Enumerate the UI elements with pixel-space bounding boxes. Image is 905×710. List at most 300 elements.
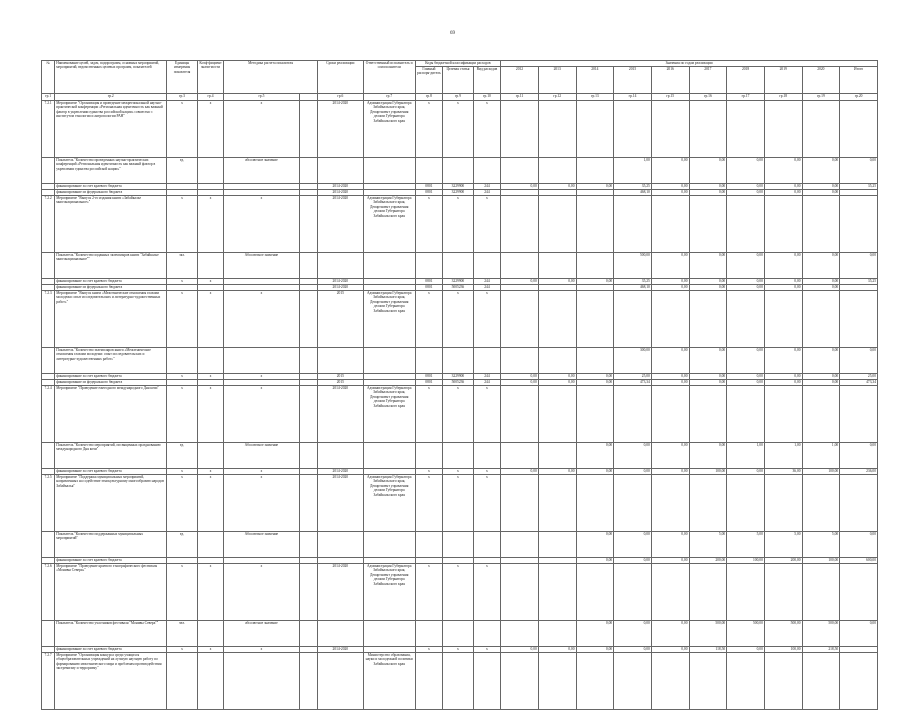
table-cell bbox=[299, 443, 317, 469]
header-values: Значения по годам реализации bbox=[501, 61, 878, 67]
table-cell: 0,00 bbox=[576, 647, 614, 653]
table-cell: x bbox=[167, 101, 198, 158]
table-cell bbox=[501, 101, 539, 158]
table-cell: 118,50 bbox=[689, 647, 727, 653]
table-cell bbox=[651, 196, 689, 253]
table-cell bbox=[197, 621, 223, 647]
table-cell: финансирование за счет краевого бюджета bbox=[55, 184, 167, 190]
table-cell: x bbox=[443, 469, 474, 475]
table-cell: 0,00 bbox=[802, 285, 840, 291]
table-cell: 7.2.4 bbox=[42, 386, 55, 443]
table-cell bbox=[501, 196, 539, 253]
column-number: гр.14 bbox=[614, 94, 652, 101]
table-cell: 35,25 bbox=[840, 279, 878, 285]
table-cell: 0,00 bbox=[727, 184, 765, 190]
table-cell: 0,00 bbox=[576, 443, 614, 469]
table-cell: 0,00 bbox=[538, 380, 576, 386]
table-cell: x bbox=[224, 374, 299, 380]
table-cell: 0801 bbox=[415, 285, 442, 291]
table-cell bbox=[764, 564, 802, 621]
table-cell: x bbox=[473, 469, 500, 475]
table-cell: x bbox=[443, 647, 474, 653]
table-cell: 0,00 bbox=[651, 532, 689, 558]
table-cell bbox=[538, 564, 576, 621]
table-cell bbox=[415, 621, 442, 647]
table-cell: 0801 bbox=[415, 374, 442, 380]
table-cell: x bbox=[224, 291, 299, 348]
header-coef: Коэф-фициент значи-мости bbox=[197, 61, 223, 94]
table-cell bbox=[197, 348, 223, 374]
table-cell: Показатель "Количество проведенных научно-практических конференций «Региональная идентичность как важный фактор в укреплении единства российской нации»" bbox=[55, 158, 167, 184]
table-cell bbox=[727, 291, 765, 348]
table-cell bbox=[614, 475, 652, 532]
table-cell: Администрация Губернатора Забайкальского края, Департамент управления делами Губернатора Забайкальского края bbox=[363, 291, 415, 348]
table-cell: 0,00 bbox=[727, 647, 765, 653]
table-cell bbox=[764, 653, 802, 710]
table-cell bbox=[363, 253, 415, 279]
table-cell: абсолютное значение bbox=[224, 158, 299, 184]
table-cell bbox=[363, 158, 415, 184]
table-cell bbox=[415, 443, 442, 469]
table-cell: 0,00 bbox=[802, 190, 840, 196]
table-cell bbox=[689, 101, 727, 158]
table-cell bbox=[363, 348, 415, 374]
table-cell bbox=[317, 443, 363, 469]
table-cell: Администрация Губернатора Забайкальского края, Департамент управления делами Губернатора Забайкальского края bbox=[363, 475, 415, 532]
table-cell: Абсолютное значение bbox=[224, 253, 299, 279]
column-number: гр.7 bbox=[363, 94, 415, 101]
table-cell: 244 bbox=[473, 190, 500, 196]
header-responsible: Ответственный исполнитель и соисполнители bbox=[363, 61, 415, 94]
table-cell bbox=[299, 101, 317, 158]
table-cell: x bbox=[415, 386, 442, 443]
table-cell: 1,00 bbox=[614, 158, 652, 184]
table-cell: 0801 bbox=[415, 279, 442, 285]
table-cell: 2014-2020 bbox=[317, 190, 363, 196]
table-cell: 36,00 bbox=[764, 469, 802, 475]
table-cell: x bbox=[224, 647, 299, 653]
table-cell bbox=[538, 532, 576, 558]
table-cell bbox=[764, 386, 802, 443]
table-row bbox=[42, 348, 878, 374]
table-cell: 0,00 bbox=[802, 348, 840, 374]
table-cell: 500,00 bbox=[802, 621, 840, 647]
table-cell bbox=[224, 348, 299, 374]
table-cell: 2014-2020 bbox=[317, 564, 363, 621]
table-cell bbox=[42, 253, 55, 279]
header-bk-grbs: Главный распоря-дитель bbox=[415, 67, 442, 94]
table-cell: 100,00 bbox=[764, 647, 802, 653]
table-cell bbox=[473, 253, 500, 279]
table-cell bbox=[651, 386, 689, 443]
table-cell: 0,00 bbox=[727, 279, 765, 285]
table-cell: 500,00 bbox=[689, 621, 727, 647]
column-number: гр.3 bbox=[167, 94, 198, 101]
table-cell: 0,00 bbox=[689, 348, 727, 374]
header-year: 2020 bbox=[802, 67, 840, 94]
table-cell bbox=[576, 158, 614, 184]
table-cell: финансирование за счет краевого бюджета bbox=[55, 374, 167, 380]
table-cell: Мероприятие "Проведение краевого этнографического фестиваля «Монивы Севера»" bbox=[55, 564, 167, 621]
table-cell: x bbox=[473, 291, 500, 348]
table-cell bbox=[538, 653, 576, 710]
table-cell: 0,00 bbox=[727, 348, 765, 374]
table-cell: чел. bbox=[167, 621, 198, 647]
table-cell: 5,00 bbox=[689, 532, 727, 558]
table-cell bbox=[473, 158, 500, 184]
table-cell: 0,00 bbox=[651, 348, 689, 374]
header-year: 2013 bbox=[538, 67, 576, 94]
table-cell: 2014-2020 bbox=[317, 101, 363, 158]
table-cell: x bbox=[443, 101, 474, 158]
table-cell: x bbox=[197, 475, 223, 532]
table-cell: 218,50 bbox=[802, 647, 840, 653]
table-cell: 0801 bbox=[415, 184, 442, 190]
table-cell: 0,00 bbox=[538, 279, 576, 285]
table-row bbox=[42, 621, 878, 647]
table-cell bbox=[299, 253, 317, 279]
table-row bbox=[42, 475, 878, 532]
table-cell bbox=[501, 564, 539, 621]
table-cell: 0,00 bbox=[538, 374, 576, 380]
column-numbering-row bbox=[42, 94, 878, 101]
table-cell bbox=[538, 291, 576, 348]
table-cell: 0,00 bbox=[802, 374, 840, 380]
table-cell bbox=[651, 653, 689, 710]
table-cell: 3229900 bbox=[443, 190, 474, 196]
table-cell bbox=[689, 475, 727, 532]
table-cell: 2014-2020 bbox=[317, 386, 363, 443]
table-cell bbox=[576, 291, 614, 348]
table-cell bbox=[299, 386, 317, 443]
table-cell bbox=[538, 386, 576, 443]
table-cell: x bbox=[167, 374, 198, 380]
table-cell bbox=[299, 653, 317, 710]
table-cell bbox=[802, 475, 840, 532]
table-cell: Мероприятие "Выпуск 2-го издания книги «Забайкалье многонациональное»" bbox=[55, 196, 167, 253]
table-cell: x bbox=[167, 196, 198, 253]
column-number: гр.5 bbox=[224, 94, 299, 101]
table-cell: x bbox=[473, 564, 500, 621]
table-cell: 0,00 bbox=[727, 380, 765, 386]
table-cell bbox=[415, 653, 442, 710]
column-number: гр.6 bbox=[317, 94, 363, 101]
table-cell: x bbox=[167, 647, 198, 653]
table-row bbox=[42, 196, 878, 253]
table-cell: 0801 bbox=[415, 190, 442, 196]
table-cell: 35,25 bbox=[614, 184, 652, 190]
table-cell bbox=[614, 101, 652, 158]
table-cell bbox=[363, 443, 415, 469]
table-cell: 5,00 bbox=[727, 532, 765, 558]
table-cell: 1,00 bbox=[727, 443, 765, 469]
table-cell: 7.2.1 bbox=[42, 101, 55, 158]
table-cell: 3229900 bbox=[443, 184, 474, 190]
table-cell: 0,00 bbox=[802, 279, 840, 285]
table-cell: 0,00 bbox=[538, 184, 576, 190]
table-cell: 244 bbox=[473, 374, 500, 380]
table-cell bbox=[415, 348, 442, 374]
table-cell: 0,00 bbox=[689, 380, 727, 386]
table-cell: x bbox=[473, 196, 500, 253]
table-row bbox=[42, 253, 878, 279]
table-cell: x bbox=[197, 564, 223, 621]
table-cell: 0,00 bbox=[651, 469, 689, 475]
table-cell bbox=[689, 196, 727, 253]
table-cell bbox=[42, 443, 55, 469]
column-number: гр.2 bbox=[55, 94, 167, 101]
table-cell: 5005236 bbox=[443, 285, 474, 291]
table-cell bbox=[42, 532, 55, 558]
table-cell bbox=[167, 348, 198, 374]
table-cell bbox=[538, 348, 576, 374]
table-cell: 0,00 bbox=[501, 469, 539, 475]
column-number: гр.18 bbox=[764, 94, 802, 101]
table-cell: x bbox=[415, 475, 442, 532]
table-cell: 0,00 bbox=[576, 380, 614, 386]
table-cell: x bbox=[197, 291, 223, 348]
table-cell bbox=[363, 621, 415, 647]
table-cell bbox=[764, 291, 802, 348]
table-cell: 100,00 bbox=[727, 558, 765, 564]
table-cell: x bbox=[197, 374, 223, 380]
table-cell: финансирование из федерального бюджета bbox=[55, 285, 167, 291]
table-cell bbox=[501, 532, 539, 558]
table-cell bbox=[473, 621, 500, 647]
table-cell: Мероприятие "Проведение ежегодного международного Дня кочи" bbox=[55, 386, 167, 443]
table-cell: x bbox=[415, 564, 442, 621]
table-cell bbox=[317, 348, 363, 374]
column-number: гр.12 bbox=[538, 94, 576, 101]
table-cell: 7.2.3 bbox=[42, 291, 55, 348]
table-cell bbox=[651, 475, 689, 532]
table-cell: x bbox=[473, 386, 500, 443]
table-cell: 600,00 bbox=[840, 558, 878, 564]
header-year: 2018 bbox=[727, 67, 765, 94]
table-cell: x bbox=[197, 469, 223, 475]
table-cell: Администрация Губернатора Забайкальского края, Департамент управления делами Губернатора Забайкальского края bbox=[363, 101, 415, 158]
table-cell: 0,00 bbox=[501, 184, 539, 190]
table-cell: 0801 bbox=[415, 380, 442, 386]
table-cell: 0,00 bbox=[764, 279, 802, 285]
table-cell bbox=[501, 621, 539, 647]
table-cell bbox=[689, 653, 727, 710]
table-cell: 0,00 bbox=[764, 190, 802, 196]
table-cell: 244 bbox=[473, 279, 500, 285]
column-number-spacer bbox=[299, 94, 317, 101]
table-cell: x bbox=[197, 647, 223, 653]
table-cell bbox=[576, 475, 614, 532]
table-cell: 0,00 bbox=[727, 374, 765, 380]
table-cell: Мероприятие "Выпуск книги «Межэтнические отношения глазами молодежи: опыт исследовательских и литературно-художественных работ»" bbox=[55, 291, 167, 348]
table-cell bbox=[614, 653, 652, 710]
table-cell: 0,00 bbox=[614, 558, 652, 564]
table-cell: 0,00 bbox=[727, 285, 765, 291]
table-cell: x bbox=[224, 469, 299, 475]
table-cell: 473,34 bbox=[614, 380, 652, 386]
table-cell: 25,00 bbox=[840, 374, 878, 380]
table-cell bbox=[501, 443, 539, 469]
table-cell bbox=[42, 158, 55, 184]
table-cell: 5,00 bbox=[802, 532, 840, 558]
table-cell bbox=[727, 101, 765, 158]
table-cell bbox=[473, 653, 500, 710]
table-cell: Мероприятие "Организация и проведение межрегиональной научно-практической конференции «Региональная идентичность как важный фактор в укреплении единства российской нации» совместно с институтом этнологии и антропологии РАН" bbox=[55, 101, 167, 158]
table-cell: 0,00 bbox=[651, 184, 689, 190]
table-cell: 0,00 bbox=[802, 380, 840, 386]
column-number: гр.15 bbox=[651, 94, 689, 101]
table-cell bbox=[197, 653, 223, 710]
table-cell: Мероприятие "Организация конкурса среди учащихся общеобразовательных учреждений на лучшую научную работу по формированию межэтнического мира и проблемам противодействия экстремизму и терроризму" bbox=[55, 653, 167, 710]
table-cell: x bbox=[224, 196, 299, 253]
table-cell bbox=[840, 196, 878, 253]
table-cell bbox=[651, 291, 689, 348]
table-cell: x bbox=[415, 291, 442, 348]
table-cell bbox=[651, 101, 689, 158]
table-cell: 0,00 bbox=[614, 647, 652, 653]
table-cell: 0,00 bbox=[576, 374, 614, 380]
table-cell: Абсолютное значение bbox=[224, 443, 299, 469]
table-cell: 2014-2020 bbox=[317, 647, 363, 653]
table-cell: 0,00 bbox=[764, 253, 802, 279]
table-cell: Мероприятие "Поддержка муниципальных мероприятий, направленных на содействие этнокультурному многообразию народов Забайкалья" bbox=[55, 475, 167, 532]
table-cell bbox=[473, 443, 500, 469]
table-row bbox=[42, 653, 878, 710]
table-cell: 2015 bbox=[317, 374, 363, 380]
table-cell: 0,00 bbox=[689, 184, 727, 190]
table-cell bbox=[576, 196, 614, 253]
table-cell: 0,00 bbox=[576, 558, 614, 564]
table-cell bbox=[443, 443, 474, 469]
table-cell: x bbox=[473, 101, 500, 158]
table-cell: 0,00 bbox=[651, 374, 689, 380]
table-cell: 236,00 bbox=[840, 469, 878, 475]
table-cell bbox=[840, 653, 878, 710]
table-cell bbox=[576, 386, 614, 443]
table-cell bbox=[689, 564, 727, 621]
table-cell: 0,00 bbox=[614, 443, 652, 469]
table-cell: 5,00 bbox=[764, 532, 802, 558]
table-cell: 0,00 bbox=[576, 279, 614, 285]
table-cell: 100,00 bbox=[689, 469, 727, 475]
table-cell bbox=[501, 348, 539, 374]
table-cell: абсолютное значение bbox=[224, 621, 299, 647]
table-cell bbox=[317, 621, 363, 647]
table-cell: 0,00 bbox=[651, 443, 689, 469]
table-cell bbox=[317, 532, 363, 558]
table-cell bbox=[538, 621, 576, 647]
table-cell bbox=[538, 253, 576, 279]
table-cell bbox=[167, 653, 198, 710]
header-terms: Сроки реализации bbox=[317, 61, 363, 94]
table-cell: x bbox=[443, 475, 474, 532]
table-cell: x bbox=[167, 469, 198, 475]
table-cell: 0,00 bbox=[651, 285, 689, 291]
table-cell: 500,00 bbox=[614, 253, 652, 279]
table-cell: финансирование за счет краевого бюджета bbox=[55, 279, 167, 285]
table-cell bbox=[317, 158, 363, 184]
table-cell: 0,00 bbox=[840, 158, 878, 184]
table-cell bbox=[538, 475, 576, 532]
table-cell: 0,00 bbox=[689, 443, 727, 469]
table-cell bbox=[764, 196, 802, 253]
table-cell bbox=[473, 532, 500, 558]
table-cell: 0,00 bbox=[764, 374, 802, 380]
table-cell bbox=[614, 291, 652, 348]
table-cell bbox=[764, 475, 802, 532]
table-cell: экз. bbox=[167, 253, 198, 279]
table-cell: 1,00 bbox=[802, 443, 840, 469]
column-number: гр.13 bbox=[576, 94, 614, 101]
table-cell: 0,00 bbox=[614, 532, 652, 558]
table-cell: x bbox=[415, 469, 442, 475]
table-cell bbox=[299, 532, 317, 558]
table-row bbox=[42, 532, 878, 558]
table-cell bbox=[689, 291, 727, 348]
table-cell: 1,00 bbox=[764, 443, 802, 469]
table-cell bbox=[614, 386, 652, 443]
table-cell bbox=[840, 291, 878, 348]
column-number: гр.17 bbox=[727, 94, 765, 101]
table-cell: Показатель "Количество изданных экземпляров книги "Забайкалье многонациональное"" bbox=[55, 253, 167, 279]
table-cell: 0,00 bbox=[501, 647, 539, 653]
table-cell: 0,00 bbox=[651, 279, 689, 285]
table-cell: 0,00 bbox=[651, 647, 689, 653]
table-cell: Администрация Губернатора Забайкальского края, Департамент управления делами Губернатора Забайкальского края bbox=[363, 196, 415, 253]
table-cell: 0,00 bbox=[576, 532, 614, 558]
table-cell bbox=[727, 475, 765, 532]
table-cell bbox=[224, 653, 299, 710]
column-number: гр.9 bbox=[443, 94, 474, 101]
table-cell bbox=[443, 621, 474, 647]
table-cell: 0,00 bbox=[840, 621, 878, 647]
table-cell: x bbox=[443, 564, 474, 621]
table-cell: 2014-2020 bbox=[317, 285, 363, 291]
table-cell bbox=[614, 564, 652, 621]
column-number: гр.19 bbox=[802, 94, 840, 101]
column-number: гр.16 bbox=[689, 94, 727, 101]
table-cell bbox=[576, 253, 614, 279]
table-cell: 2014-2020 bbox=[317, 196, 363, 253]
table-cell: 0,00 bbox=[840, 348, 878, 374]
table-cell bbox=[42, 348, 55, 374]
table-cell bbox=[764, 101, 802, 158]
table-cell: x bbox=[197, 196, 223, 253]
table-cell: 2015 bbox=[317, 380, 363, 386]
table-cell bbox=[363, 532, 415, 558]
table-cell bbox=[415, 532, 442, 558]
table-cell: 0,00 bbox=[727, 253, 765, 279]
table-cell: 200,00 bbox=[689, 558, 727, 564]
table-cell: x bbox=[473, 647, 500, 653]
table-cell: 0,00 bbox=[727, 190, 765, 196]
table-cell: 0,00 bbox=[689, 279, 727, 285]
table-cell bbox=[501, 386, 539, 443]
table-cell bbox=[415, 158, 442, 184]
table-cell: 0,00 bbox=[802, 158, 840, 184]
page-number: 69 bbox=[450, 31, 455, 36]
table-cell bbox=[576, 101, 614, 158]
header-bk-target: Целевая статья bbox=[443, 67, 474, 94]
table-cell: 0,00 bbox=[651, 558, 689, 564]
table-row bbox=[42, 386, 878, 443]
table-cell bbox=[576, 348, 614, 374]
table-cell bbox=[501, 291, 539, 348]
table-cell: x bbox=[167, 279, 198, 285]
header-year: 2019 bbox=[764, 67, 802, 94]
table-cell bbox=[443, 532, 474, 558]
table-cell: 0,00 bbox=[501, 380, 539, 386]
